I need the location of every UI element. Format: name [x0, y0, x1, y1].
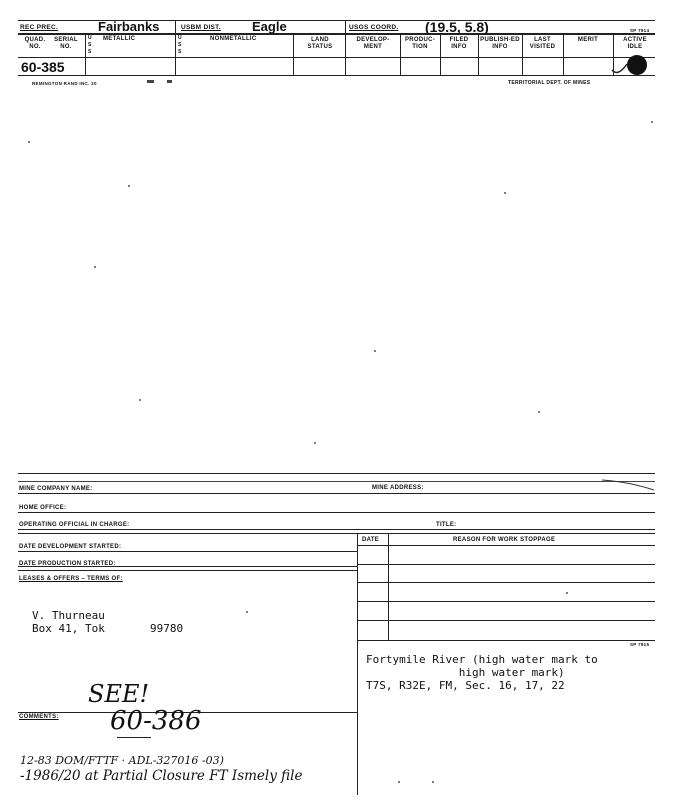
speck	[566, 592, 568, 594]
form-number-bottom: SP 7915	[630, 642, 650, 647]
col-active-idle: ACTIVE IDLE	[623, 37, 647, 50]
underline-stroke	[117, 737, 151, 738]
check-mark-icon	[610, 62, 630, 76]
rec-prec-value: Fairbanks	[98, 19, 160, 34]
col-quad-no: QUAD. NO.	[24, 37, 46, 50]
handwritten-note-2: -1986/20 at Partial Closure FT Ismely file	[20, 768, 303, 784]
speck	[128, 185, 130, 187]
operating-official-label: OPERATING OFFICIAL IN CHARGE:	[19, 522, 130, 528]
col-uss-metallic: U S S	[88, 35, 92, 55]
col-nonmetallic: NONMETALLIC	[210, 36, 257, 42]
usgs-coord-label: USGS COORD.	[349, 24, 399, 31]
col-filed-info: FILED INFO	[449, 37, 469, 50]
usgs-coord-value: (19.5, 5.8)	[425, 19, 489, 35]
record-number: 60-385	[21, 59, 65, 75]
owner-name: V. Thurneau	[32, 609, 105, 622]
speck	[314, 442, 316, 444]
speck	[398, 781, 400, 783]
speck	[374, 350, 376, 352]
col-land-status: LAND STATUS	[307, 37, 333, 50]
form-number-top: SP 7914	[630, 28, 650, 33]
date-production-started-label: DATE PRODUCTION STARTED:	[19, 561, 116, 567]
col-serial-no: SERIAL NO.	[54, 37, 78, 50]
rec-prec-label: REC PREC.	[20, 24, 59, 31]
printer-mark	[167, 80, 172, 83]
printer-mark	[147, 80, 154, 83]
col-last-visited: LAST VISITED	[529, 37, 556, 50]
owner-zip: 99780	[150, 622, 184, 635]
speck	[432, 781, 434, 783]
speck	[94, 266, 96, 268]
usbm-dist-label: USBM DIST.	[181, 24, 221, 31]
usbm-dist-value: Eagle	[252, 19, 287, 34]
scan-curl-mark	[600, 478, 655, 492]
department-imprint: TERRITORIAL DEPT. OF MINES	[508, 80, 591, 86]
speck	[139, 399, 141, 401]
col-merit: MERIT	[577, 37, 599, 43]
speck	[28, 141, 30, 143]
speck	[538, 411, 540, 413]
speck	[651, 121, 653, 123]
speck	[504, 192, 506, 194]
leases-offers-label: LEASES & OFFERS – TERMS OF:	[19, 576, 123, 582]
col-development: DEVELOP-MENT	[356, 37, 390, 50]
home-office-label: HOME OFFICE:	[19, 505, 67, 511]
see-handwritten: SEE!	[88, 680, 150, 708]
owner-address: Box 41, Tok	[32, 622, 105, 635]
date-development-started-label: DATE DEVELOPMENT STARTED:	[19, 544, 122, 550]
handwritten-note-1: 12-83 DOM/FTTF · ADL-327016 -03)	[20, 754, 224, 767]
col-production: PRODUC-TION	[404, 37, 436, 50]
col-uss-nonmetallic: U S S	[178, 35, 182, 55]
col-published-info: PUBLISH-ED INFO	[480, 37, 520, 50]
title-label: TITLE:	[436, 522, 457, 528]
mine-company-name-label: MINE COMPANY NAME:	[19, 486, 93, 492]
comments-label: COMMENTS:	[19, 714, 59, 720]
mine-address-label: MINE ADDRESS:	[372, 485, 424, 491]
location-description: Fortymile River (high water mark to high water mark) T7S, R32E, FM, Sec. 16, 17, 22	[366, 653, 598, 692]
speck	[246, 611, 248, 613]
col-metallic: METALLIC	[103, 36, 136, 42]
active-status-marker	[627, 55, 647, 75]
see-reference-handwritten: 60-386	[110, 706, 202, 736]
date-column-label: DATE	[362, 537, 380, 543]
printer-imprint: REMINGTON RAND INC. 20	[32, 81, 97, 86]
reason-column-label: REASON FOR WORK STOPPAGE	[453, 537, 556, 543]
